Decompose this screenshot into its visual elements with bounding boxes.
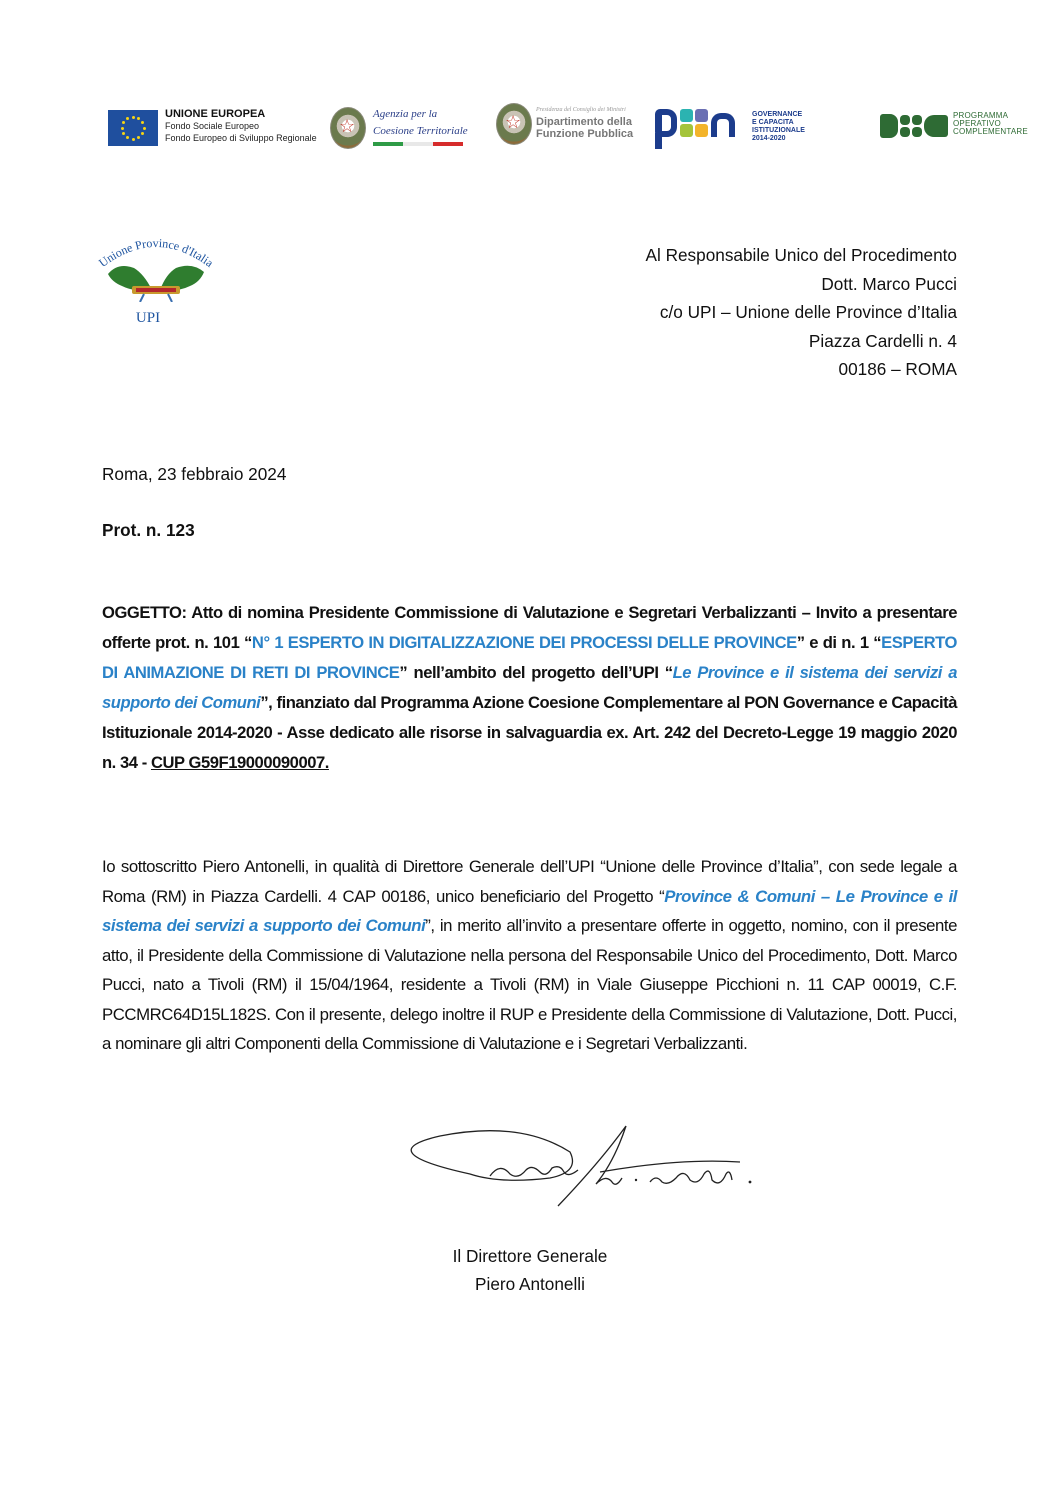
pon-logo-text [752,111,805,143]
italian-emblem-icon: ☆ [330,107,366,149]
eu-title: UNIONE EUROPEA [165,108,266,120]
agenzia-coesione-logo-text [373,106,468,140]
eu-star-icon [132,116,135,119]
act-line2: Coesione Territoriale [373,125,468,137]
eu-star-icon [121,127,124,130]
cup-code: CUP G59F19000090007. [150,753,329,772]
recipient-line: c/o UPI – Unione delle Province d’Italia [659,302,957,322]
eu-star-icon [141,132,144,135]
recipient-line: Dott. Marco Pucci [821,273,957,294]
pon-logo [655,109,735,137]
pon-line2: E CAPACITA [752,119,794,126]
upi-label: UPI [135,310,161,326]
poc-logo-text [953,112,1028,136]
handwritten-signature [400,1122,760,1218]
body-text: Io sottoscritto Piero Antonelli, in qualità di Direttore Generale dell’UPI “Unione delle Province d’Italia”, con sede legale a Roma (RM) in Piazza Cardelli. 4 CAP 00186, unico beneficiario del Progetto “ [102,857,957,906]
pon-line4: 2014-2020 [752,135,786,142]
body-text: ”, in merito all’invito a presentare offerte in oggetto, nomino, con il presente atto, il Presidente della Commissione di Valutazione nella persona del Responsabile Unico del Procedimento, Dott. Marco Pucci, nato a Tivoli (RM) il 15/04/1964, residente a Tivoli (RM) in Viale Giuseppe Picchioni n. 11 CAP 00019, C.F. PCCMRC64D15L182S. Con il presente, delego inoltre il RUP e Presidente della Commissione di Valutazione, Dott. Pucci, a nominare gli altri Componenti della Commissione di Valutazione e i Segretari Verbalizzanti. [102,916,957,1053]
eu-flag-logo [108,110,158,146]
document-date: Roma, 23 febbraio 2024 [102,464,287,484]
poc-line3: COMPLEMENTARE [953,127,1028,136]
subject-highlight: N° 1 ESPERTO IN DIGITALIZZAZIONE DEI PROCESSI DELLE PROVINCE [251,633,797,652]
eu-star-icon [126,136,129,139]
subject-text: ” nell’ambito del progetto dell’UPI “ [399,663,673,682]
eu-star-icon [141,121,144,124]
poc-line2: OPERATIVO [953,119,1001,128]
eu-star-icon [122,121,125,124]
pon-letter-p [655,109,677,137]
pon-letter-n [711,113,735,137]
eu-star-icon [126,117,129,120]
pon-grid-icon [680,109,708,137]
italian-tricolor-bar [373,142,463,146]
eu-line2: Fondo Europeo di Sviluppo Regionale [165,133,317,143]
eu-star-icon [132,138,135,141]
upi-laurel-crown-icon [104,262,208,302]
act-line1: Agenzia per la [373,108,438,120]
dfp-line2: Funzione Pubblica [536,128,634,140]
poc-letter-p [880,114,898,138]
pon-line1: GOVERNANCE [752,111,803,118]
poc-line1: PROGRAMMA [953,111,1009,120]
subject-project-title: Le Province e il sistema dei servizi a supporto dei Comuni [102,663,957,712]
eu-star-icon [122,132,125,135]
eu-star-icon [137,136,140,139]
italian-emblem-icon: ☆ [496,103,532,145]
upi-arc-text: Unione Province d'Italia [96,235,216,270]
eu-star-icon [137,117,140,120]
subject-text: ”, finanziato dal Programma Azione Coesione Complementare al PON Governance e Capacità Istituzionale 2014-2020 - Asse dedicato alle risorse in salvaguardia ex. Art. 242 del Decreto-Legge 19 maggio 2020 n. 34 - [102,693,957,772]
signer-role: Il Direttore Generale [452,1246,608,1266]
body-project-title: Province & Comuni – Le Province e il sistema dei servizi a supporto dei Comuni [102,886,958,935]
funzione-pubblica-logo-text [536,104,633,140]
subject-text: OGGETTO: Atto di nomina Presidente Commissione di Valutazione e Segretari Verbalizzanti – Invito a presentare offerte prot. n. 101 “ [102,603,957,652]
eu-star-icon [143,127,146,130]
signer-name: Piero Antonelli [475,1274,585,1294]
body-paragraph [102,852,957,1059]
dfp-small: Presidenza del Consiglio dei Ministri [536,107,626,113]
recipient-line: Piazza Cardelli n. 4 [808,330,957,351]
recipient-line: 00186 – ROMA [838,359,957,379]
recipient-address [646,241,957,384]
poc-logo [880,114,948,138]
signer-block [420,1242,640,1298]
subject-paragraph [102,598,957,778]
pon-line3: ISTITUZIONALE [752,127,805,134]
recipient-line: Al Responsabile Unico del Procedimento [645,245,957,265]
subject-highlight: ESPERTO DI ANIMAZIONE DI RETI DI PROVINCE [102,633,958,682]
dfp-line1: Dipartimento della [536,116,632,128]
subject-text: ” e di n. 1 “ [796,633,882,652]
eu-line1: Fondo Sociale Europeo [165,121,260,131]
poc-letter-c [924,115,948,137]
poc-grid-icon [900,115,922,137]
protocol-number: Prot. n. 123 [102,520,195,540]
eu-logo-text [165,108,317,144]
